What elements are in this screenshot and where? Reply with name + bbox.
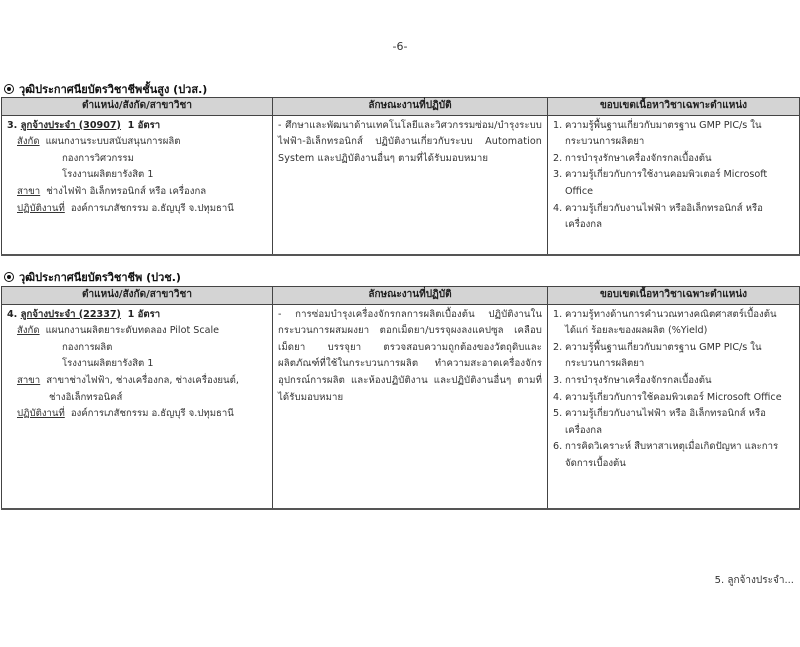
column-header-scope: ขอบเขตเนื้อหาวิชาเฉพาะตำแหน่ง bbox=[548, 287, 800, 305]
duties-cell: - ศึกษาและพัฒนาด้านเทคโนโลยีและวิศวกรรมซ่อม/บำรุงระบบไฟฟ้า-อิเล็กทรอนิกส์ ปฏิบัติงานเกี่ยวกับระบบ Automation System และปฏิบัติงานอื่นๆ ตามที่ได้รับมอบหมาย bbox=[273, 115, 548, 255]
position-name: ลูกจ้างประจำ (30907) bbox=[20, 119, 121, 131]
list-item: 3. ความรู้เกี่ยวกับการใช้งานคอมพิวเตอร์ Microsoft Office bbox=[553, 169, 768, 197]
list-item: 5. ความรู้เกี่ยวกับงานไฟฟ้า หรือ อิเล็กทรอนิกส์ หรือเครื่องกล bbox=[553, 408, 766, 436]
radio-selected-icon bbox=[4, 84, 14, 94]
field-continued: ช่างอิเล็กทรอนิคส์ bbox=[49, 391, 123, 403]
scope-list bbox=[553, 307, 794, 473]
list-item: 4. ความรู้เกี่ยวกับการใช้คอมพิวเตอร์ Microsoft Office bbox=[553, 391, 782, 403]
section-title-pvs bbox=[4, 80, 207, 98]
list-item: 6. การคิดวิเคราะห์ สืบหาสาเหตุเมื่อเกิดปัญหา และการจัดการเบื้องต้น bbox=[553, 441, 779, 469]
column-header-scope: ขอบเขตเนื้อหาวิชาเฉพาะตำแหน่ง bbox=[548, 98, 800, 116]
position-table-pvc bbox=[1, 286, 800, 510]
column-header-duties: ลักษณะงานที่ปฏิบัติ bbox=[273, 98, 548, 116]
position-cell bbox=[2, 115, 273, 255]
workplace: ปฏิบัติงานที่ องค์การเภสัชกรรม อ.ธัญบุรี จ.ปทุมธานี bbox=[17, 202, 234, 214]
scope-cell bbox=[548, 304, 800, 509]
affiliation: สังกัด แผนกงานผลิตยาระดับทดลอง Pilot Scale bbox=[17, 325, 220, 337]
position-table-pvs bbox=[1, 97, 800, 256]
position-cell bbox=[2, 304, 273, 509]
list-item: 2. การบำรุงรักษาเครื่องจักรกลเบื้องต้น bbox=[553, 152, 712, 164]
affiliation-plant: โรงงานผลิตยารังสิต 1 bbox=[62, 358, 154, 370]
table-row bbox=[2, 304, 800, 509]
list-item: 3. การบำรุงรักษาเครื่องจักรกลเบื้องต้น bbox=[553, 374, 712, 386]
affiliation-division: กองการผลิต bbox=[62, 341, 113, 353]
field: สาขา ช่างไฟฟ้า อิเล็กทรอนิกส์ หรือ เครื่องกล bbox=[17, 185, 207, 197]
column-header-position: ตำแหน่ง/สังกัด/สาขาวิชา bbox=[2, 98, 273, 116]
column-header-position: ตำแหน่ง/สังกัด/สาขาวิชา bbox=[2, 287, 273, 305]
scope-list bbox=[553, 118, 794, 234]
scope-cell bbox=[548, 115, 800, 255]
position-heading: 4. ลูกจ้างประจำ (22337) 1 อัตรา bbox=[7, 308, 161, 320]
affiliation-plant: โรงงานผลิตยารังสิต 1 bbox=[62, 169, 154, 181]
section-title-text: วุฒิประกาศนียบัตรวิชาชีพชั้นสูง (ปวส.) bbox=[19, 83, 208, 96]
list-item: 2. ความรู้พื้นฐานเกี่ยวกับมาตรฐาน GMP PIC/s ในกระบวนการผลิตยา bbox=[553, 341, 762, 370]
list-item: 4. ความรู้เกี่ยวกับงานไฟฟ้า หรืออิเล็กทรอนิกส์ หรือเครื่องกล bbox=[553, 202, 763, 231]
continued-next-page: 5. ลูกจ้างประจำ... bbox=[714, 575, 794, 586]
column-header-duties: ลักษณะงานที่ปฏิบัติ bbox=[273, 287, 548, 305]
position-name: ลูกจ้างประจำ (22337) bbox=[20, 308, 121, 320]
page-number: -6- bbox=[392, 40, 408, 53]
field: สาขา สาขาช่างไฟฟ้า, ช่างเครื่องกล, ช่างเครื่องยนต์, bbox=[17, 374, 239, 386]
section-title-pvc bbox=[4, 268, 181, 286]
affiliation: สังกัด แผนกงานระบบสนับสนุนการผลิต bbox=[17, 136, 181, 148]
list-item: 1. ความรู้พื้นฐานเกี่ยวกับมาตรฐาน GMP PIC/s ในกระบวนการผลิตยา bbox=[553, 119, 762, 148]
position-count: 1 อัตรา bbox=[127, 308, 161, 320]
position-count: 1 อัตรา bbox=[127, 119, 161, 131]
position-heading: 3. ลูกจ้างประจำ (30907) 1 อัตรา bbox=[7, 119, 161, 131]
duties-cell: - การซ่อมบำรุงเครื่องจักรกลการผลิตเบื้องต้น ปฏิบัติงานในกระบวนการผสมผงยา ตอกเม็ดยา/บรรจุผงลงแคปซูล เคลือบเม็ดยา บรรจุยา ตรวจสอบความถูกต้องของวัตถุดิบและผลิตภัณฑ์ที่ใช้ในกระบวนการผลิต ทำความสะอาดเครื่องจักรอุปกรณ์การผลิต และห้องปฏิบัติงาน และปฏิบัติงานอื่นๆ ตามที่ได้รับมอบหมาย bbox=[273, 304, 548, 509]
workplace: ปฏิบัติงานที่ องค์การเภสัชกรรม อ.ธัญบุรี จ.ปทุมธานี bbox=[17, 408, 234, 420]
list-item: 1. ความรู้ทางด้านการคำนวณทางคณิตศาสตร์เบื้องต้น ได้แก่ ร้อยละของผลผลิต (%Yield) bbox=[553, 308, 777, 337]
radio-selected-icon bbox=[4, 272, 14, 282]
table-row bbox=[2, 115, 800, 255]
affiliation-division: กองการวิศวกรรม bbox=[62, 152, 134, 164]
section-title-text: วุฒิประกาศนียบัตรวิชาชีพ (ปวช.) bbox=[19, 271, 181, 284]
